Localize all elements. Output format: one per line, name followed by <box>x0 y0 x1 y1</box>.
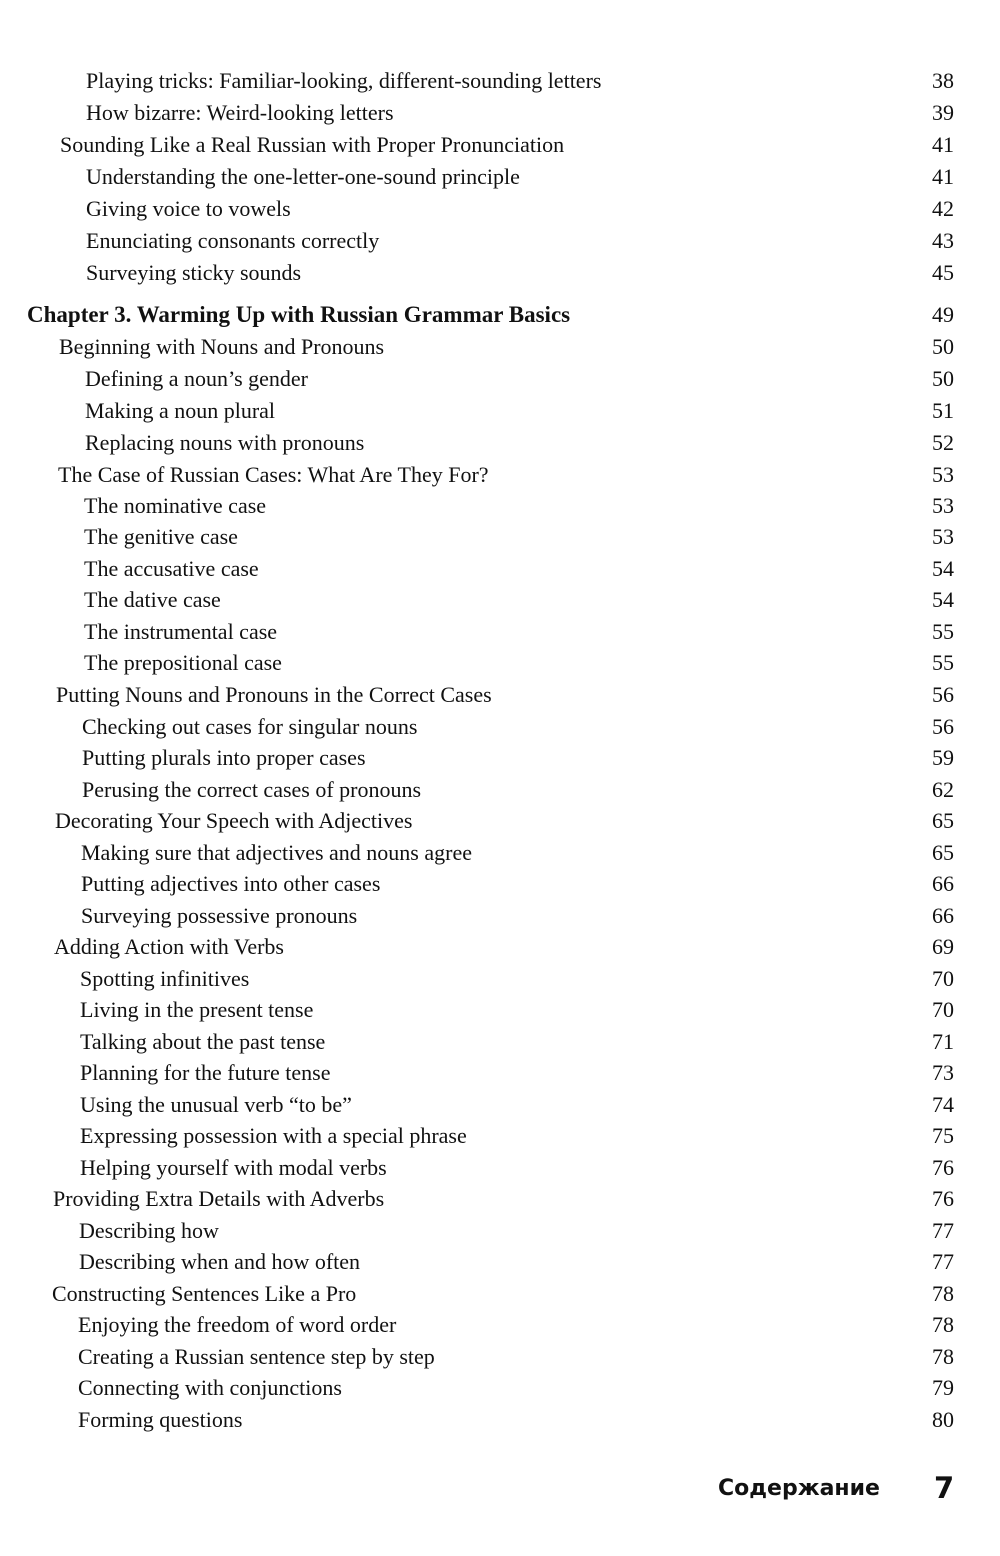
toc-entry <box>0 838 1000 868</box>
toc-entry-title: Beginning with Nouns and Pronouns <box>59 334 385 359</box>
toc-entry-title: Perusing the correct cases of pronouns <box>82 777 422 802</box>
toc-entry <box>0 428 1000 458</box>
toc-entry-title: How bizarre: Weird-looking letters <box>86 100 394 125</box>
toc-entry-page: 41 <box>932 132 954 157</box>
toc-entry-title: Spotting infinitives <box>80 966 250 991</box>
toc-entry <box>0 1216 1000 1246</box>
toc-entry-page: 43 <box>932 228 954 253</box>
toc-entry-page: 56 <box>932 714 954 739</box>
toc-entry <box>0 226 1000 256</box>
toc-entry-page: 59 <box>932 745 954 770</box>
toc-entry-title: Understanding the one-letter-one-sound principle <box>86 164 520 189</box>
toc-entry-page: 53 <box>932 462 954 487</box>
toc-entry <box>0 1342 1000 1372</box>
toc-entry <box>0 680 1000 710</box>
toc-entry-page: 52 <box>932 430 954 455</box>
toc-entry <box>0 1405 1000 1435</box>
toc-entry-title: The Case of Russian Cases: What Are They For? <box>58 462 489 487</box>
toc-entry-title: Chapter 3. Warming Up with Russian Grammar Basics <box>27 302 571 327</box>
toc-entry <box>0 585 1000 615</box>
toc-entry-title: Putting Nouns and Pronouns in the Correct Cases <box>56 682 492 707</box>
toc-entry <box>0 964 1000 994</box>
toc-entry-page: 71 <box>932 1029 954 1054</box>
toc-entry-page: 45 <box>932 260 954 285</box>
toc-entry-page: 42 <box>932 196 954 221</box>
toc-entry <box>0 1184 1000 1214</box>
toc-entry-page: 69 <box>932 934 954 959</box>
toc-entry-page: 76 <box>932 1186 954 1211</box>
toc-entry-page: 54 <box>932 556 954 581</box>
toc-entry <box>0 130 1000 160</box>
toc-entry-title: Adding Action with Verbs <box>54 934 284 959</box>
toc-entry <box>0 648 1000 678</box>
toc-entry <box>0 1279 1000 1309</box>
toc-entry-title: Creating a Russian sentence step by step <box>78 1344 435 1369</box>
toc-entry-title: Using the unusual verb “to be” <box>80 1092 352 1117</box>
toc-entry <box>0 66 1000 96</box>
toc-entry-page: 39 <box>932 100 954 125</box>
toc-entry-title: Connecting with conjunctions <box>78 1375 342 1400</box>
toc-entry-title: Describing when and how often <box>79 1249 361 1274</box>
toc-entry <box>0 396 1000 426</box>
toc-entry <box>0 743 1000 773</box>
toc-entry-title: Sounding Like a Real Russian with Proper Pronunciation <box>60 132 565 157</box>
toc-entry-title: Putting plurals into proper cases <box>82 745 366 770</box>
toc-entry-title: The instrumental case <box>84 619 278 644</box>
toc-entry-title: The nominative case <box>84 493 267 518</box>
toc-entry-page: 50 <box>932 334 954 359</box>
toc-entry-title: The accusative case <box>84 556 259 581</box>
toc-entry-page: 55 <box>932 650 954 675</box>
toc-entry-title: Replacing nouns with pronouns <box>85 430 365 455</box>
toc-entry-page: 78 <box>932 1312 954 1337</box>
toc-entry <box>0 554 1000 584</box>
toc-entry-title: Describing how <box>79 1218 219 1243</box>
running-footer-title: Содержание <box>718 1476 880 1501</box>
toc-entry <box>0 98 1000 128</box>
toc-entry-page: 77 <box>932 1249 954 1274</box>
page-number: 7 <box>934 1471 955 1505</box>
toc-entry-title: Playing tricks: Familiar-looking, different-sounding letters <box>86 68 602 93</box>
toc-entry-page: 78 <box>932 1281 954 1306</box>
toc-entry <box>0 932 1000 962</box>
toc-entry-page: 76 <box>932 1155 954 1180</box>
toc-entry-page: 70 <box>932 997 954 1022</box>
toc-entry-page: 65 <box>932 840 954 865</box>
toc-entry-page: 49 <box>932 302 954 327</box>
toc-entry <box>0 775 1000 805</box>
toc-entry <box>0 1153 1000 1183</box>
toc-entry <box>0 1027 1000 1057</box>
toc-entry <box>0 995 1000 1025</box>
toc-entry-title: Enjoying the freedom of word order <box>78 1312 397 1337</box>
toc-entry <box>0 869 1000 899</box>
toc-entry-title: The genitive case <box>84 524 238 549</box>
toc-entry <box>0 901 1000 931</box>
toc-entry-page: 38 <box>932 68 954 93</box>
toc-entry-title: Making a noun plural <box>85 398 276 423</box>
toc-entry-title: Defining a noun’s gender <box>85 366 308 391</box>
toc-entry-page: 62 <box>932 777 954 802</box>
toc-entry-title: Surveying possessive pronouns <box>81 903 358 928</box>
toc-entry-page: 41 <box>932 164 954 189</box>
toc-entry-title: Putting adjectives into other cases <box>81 871 381 896</box>
toc-entry <box>0 1121 1000 1151</box>
toc-chapter-heading <box>0 300 1000 330</box>
toc-entry-title: Planning for the future tense <box>80 1060 331 1085</box>
toc-entry <box>0 332 1000 362</box>
toc-entry <box>0 1373 1000 1403</box>
toc-entry-page: 66 <box>932 871 954 896</box>
toc-entry-page: 70 <box>932 966 954 991</box>
toc-entry-title: Making sure that adjectives and nouns agree <box>81 840 472 865</box>
toc-entry <box>0 1090 1000 1120</box>
toc-entry <box>0 712 1000 742</box>
toc-entry-page: 77 <box>932 1218 954 1243</box>
toc-entry-page: 65 <box>932 808 954 833</box>
toc-entry-page: 53 <box>932 524 954 549</box>
toc-entry <box>0 258 1000 288</box>
toc-entry-title: Giving voice to vowels <box>86 196 291 221</box>
toc-entry-title: Talking about the past tense <box>80 1029 326 1054</box>
toc-entry-title: The prepositional case <box>84 650 282 675</box>
toc-entry-title: Forming questions <box>78 1407 243 1432</box>
toc-entry-page: 51 <box>932 398 954 423</box>
toc-entry <box>0 460 1000 490</box>
toc-entry-page: 66 <box>932 903 954 928</box>
toc-entry-page: 73 <box>932 1060 954 1085</box>
toc-entry-page: 53 <box>932 493 954 518</box>
toc-entry <box>0 617 1000 647</box>
toc-entry-page: 74 <box>932 1092 954 1117</box>
toc-entry <box>0 491 1000 521</box>
toc-entry-page: 56 <box>932 682 954 707</box>
toc-entry-title: Surveying sticky sounds <box>86 260 302 285</box>
toc-entry <box>0 1310 1000 1340</box>
toc-entry-title: Expressing possession with a special phrase <box>80 1123 467 1148</box>
toc-entry <box>0 194 1000 224</box>
toc-entry-page: 50 <box>932 366 954 391</box>
toc-entry-title: Enunciating consonants correctly <box>86 228 380 253</box>
toc-entry <box>0 1247 1000 1277</box>
toc-entry-title: Providing Extra Details with Adverbs <box>53 1186 385 1211</box>
toc-entry-page: 80 <box>932 1407 954 1432</box>
toc-entry-page: 78 <box>932 1344 954 1369</box>
toc-entry <box>0 806 1000 836</box>
toc-entry-page: 75 <box>932 1123 954 1148</box>
toc-entry-title: Checking out cases for singular nouns <box>82 714 418 739</box>
toc-entry-title: Decorating Your Speech with Adjectives <box>55 808 413 833</box>
toc-entry-page: 55 <box>932 619 954 644</box>
toc-entry-title: Living in the present tense <box>80 997 314 1022</box>
toc-entry <box>0 162 1000 192</box>
toc-entry <box>0 364 1000 394</box>
toc-entry <box>0 1058 1000 1088</box>
toc-entry-title: Helping yourself with modal verbs <box>80 1155 387 1180</box>
toc-entry <box>0 522 1000 552</box>
toc-entry-title: The dative case <box>84 587 221 612</box>
toc-entry-page: 79 <box>932 1375 954 1400</box>
toc-entry-title: Constructing Sentences Like a Pro <box>52 1281 357 1306</box>
toc-entry-page: 54 <box>932 587 954 612</box>
